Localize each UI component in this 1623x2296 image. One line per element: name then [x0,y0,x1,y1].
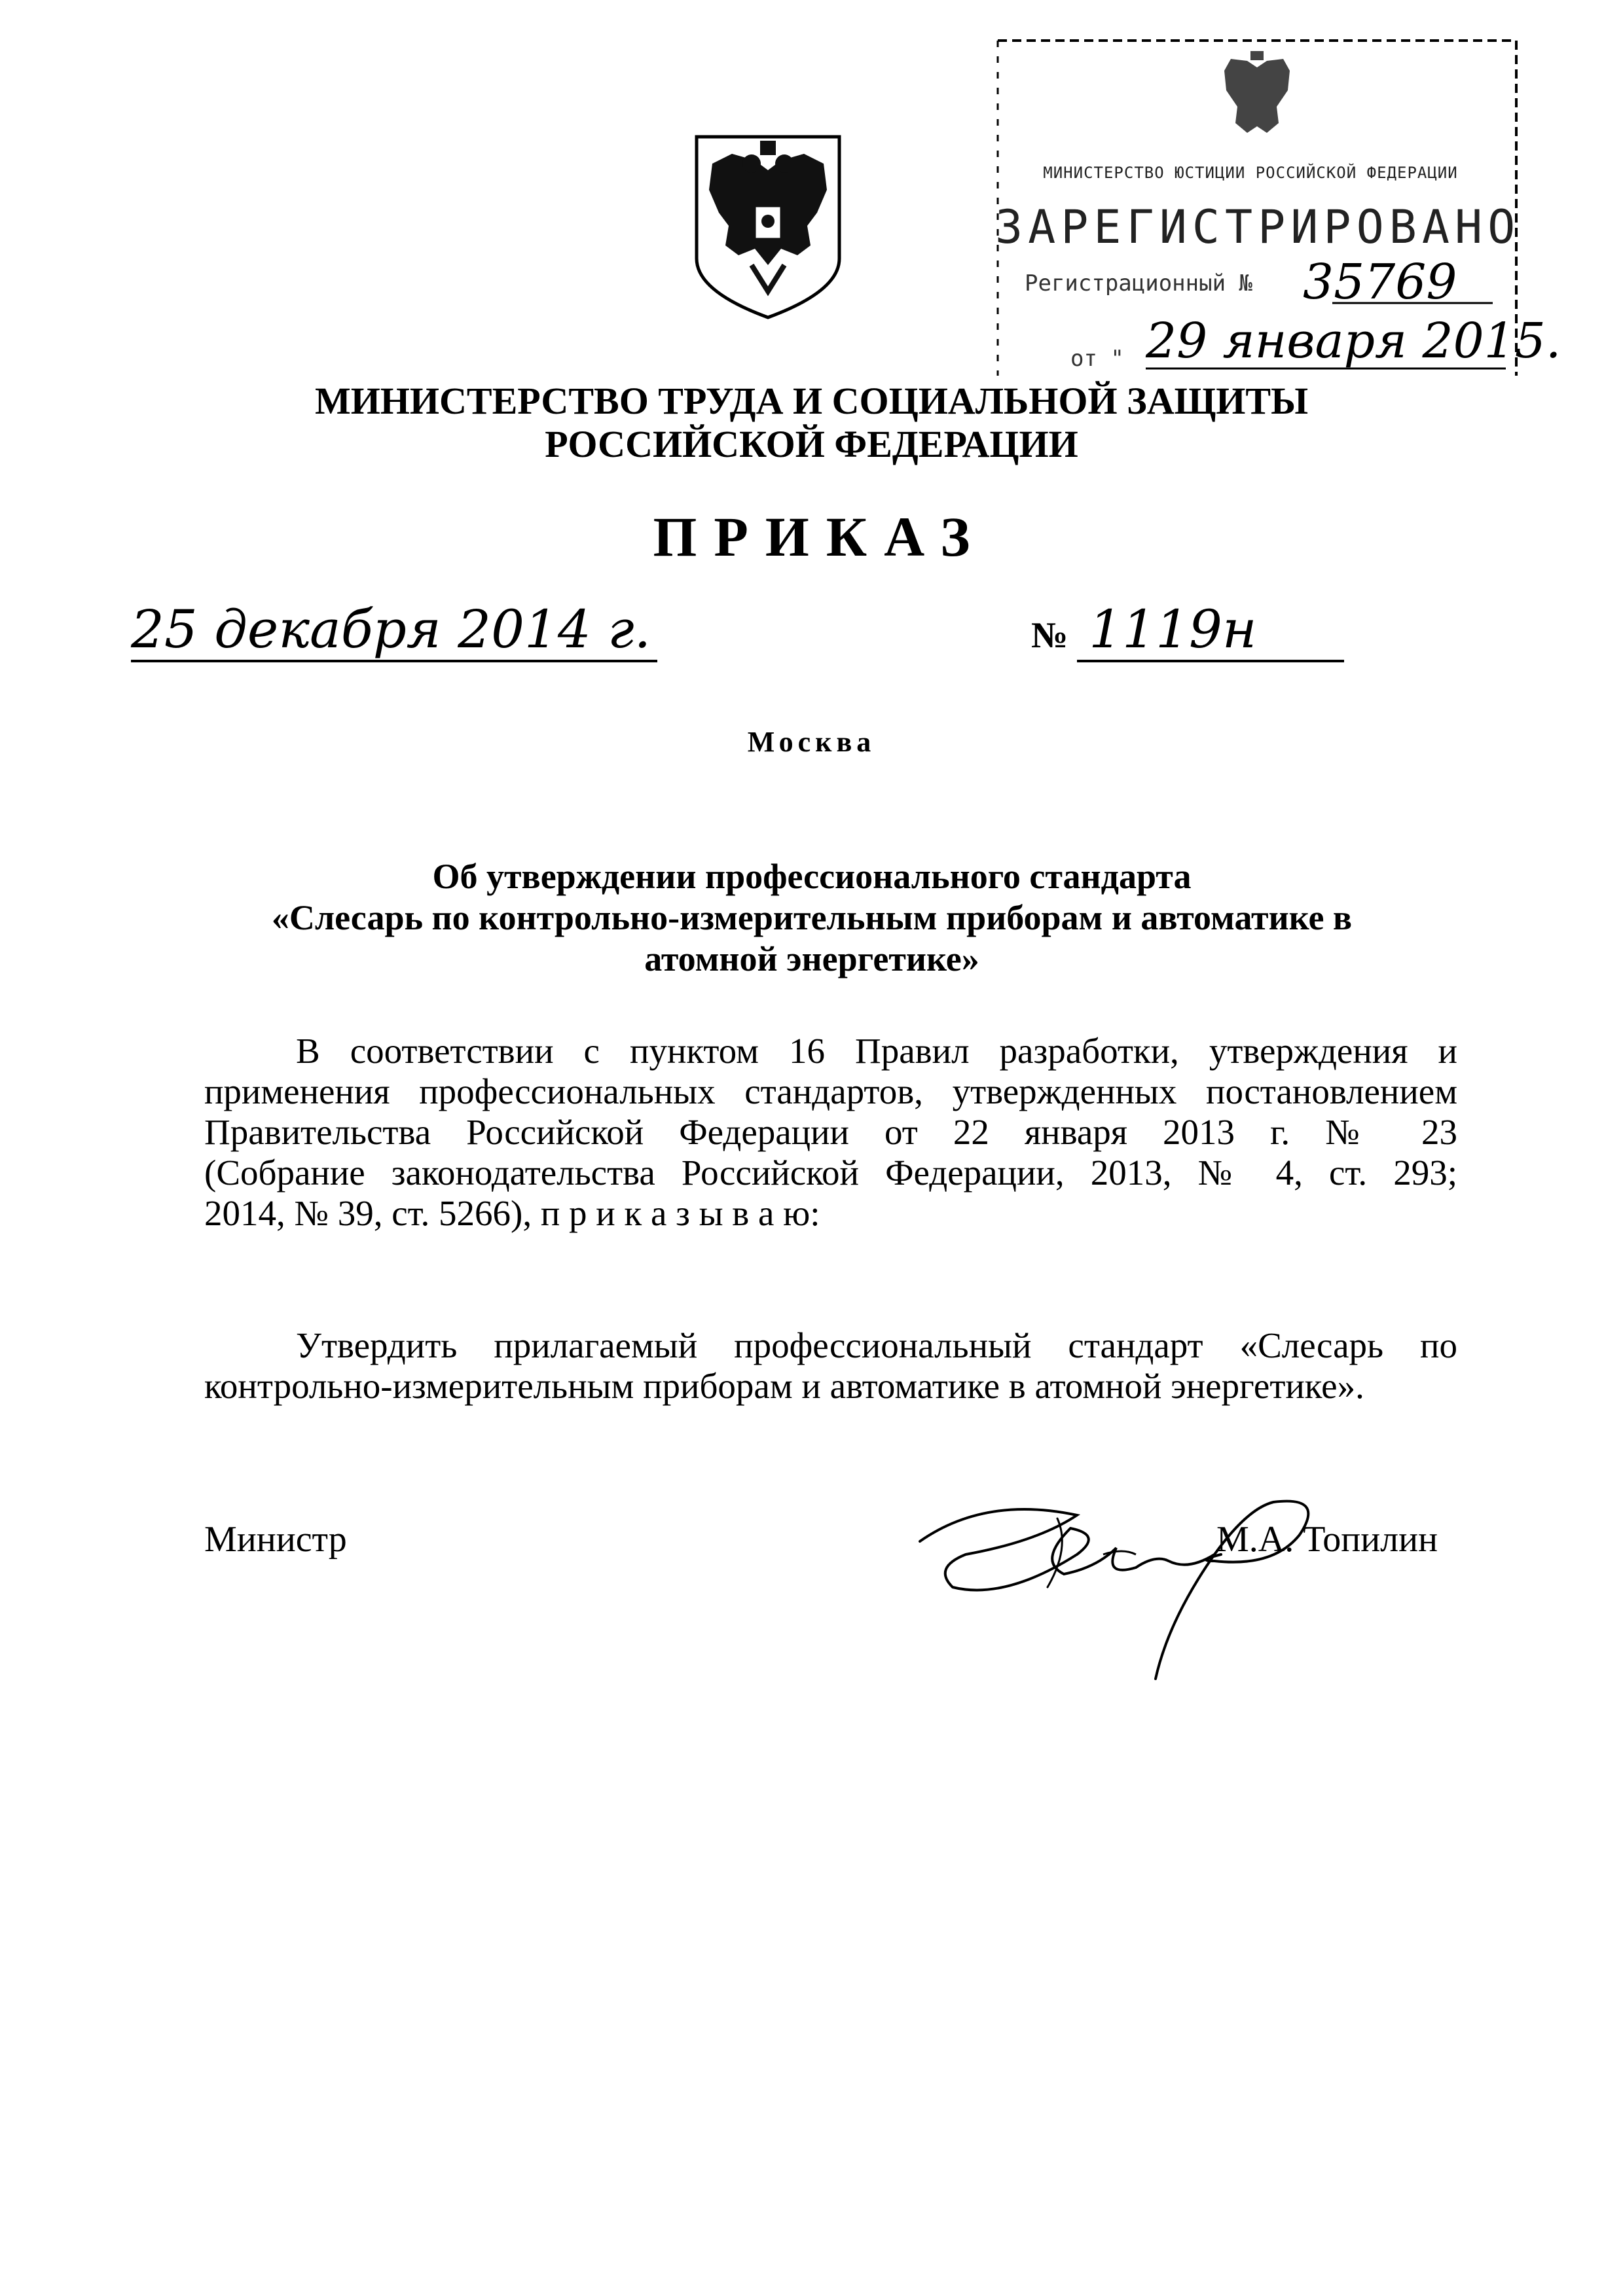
stamp-registration-date: 29 января 2015. [1146,313,1561,369]
document-title [190,856,1434,980]
title-line: Об утверждении профессионального стандарта [432,857,1192,896]
title-line: «Слесарь по контрольно-измерительным приборам и автоматике в [271,898,1353,937]
title-line: атомной энергетике» [644,939,979,978]
paragraph-line: Правительства Российской Федерации от 22 января 2013 г. № 23 [204,1112,1457,1152]
paragraph-line: контрольно-измерительным приборам и автоматике в атомной энергетике». [204,1366,1364,1406]
city: Москва [747,726,876,758]
stamp-number-label: Регистрационный № [1025,270,1252,296]
order-number: 1119н [1077,599,1344,662]
stamp-status: ЗАРЕГИСТРИРОВАНО [995,200,1521,254]
ministry-name-line: РОССИЙСКОЙ ФЕДЕРАЦИИ [545,423,1078,465]
paragraph-line: применения профессиональных стандартов, утвержденных постановлением [204,1071,1457,1111]
order-number-prefix: № [1031,615,1068,656]
paragraph-line: (Собрание законодательства Российской Федерации, 2013, № 4, ст. 293; [204,1153,1457,1193]
order-date: 25 декабря 2014 г. [131,599,657,662]
ministry-name-line: МИНИСТЕРСТВО ТРУДА И СОЦИАЛЬНОЙ ЗАЩИТЫ [314,380,1309,422]
body-paragraph [204,1031,1457,1234]
document-type-heading: ПРИКАЗ [653,505,987,568]
stamp-registration-number: 35769 [1303,254,1457,310]
stamp-date-label: от " [1070,346,1124,372]
paragraph-line: Утвердить прилагаемый профессиональный стандарт «Слесарь по [296,1325,1457,1365]
paragraph-line: 2014, № 39, ст. 5266), п р и к а з ы в а ю: [204,1193,820,1233]
signer-name: М.А. Топилин [1216,1519,1438,1560]
order-number-field [1031,599,1344,662]
registration-stamp [995,38,1561,378]
signer-position: Министр [204,1519,347,1560]
coat-of-arms-icon [693,134,843,321]
body-paragraph [204,1325,1457,1407]
paragraph-line: В соответствии с пунктом 16 Правил разработки, утверждения и [296,1031,1457,1071]
stamp-organization: МИНИСТЕРСТВО ЮСТИЦИИ РОССИЙСКОЙ ФЕДЕРАЦИИ [1043,164,1458,182]
ministry-name [0,380,1623,466]
handwritten-signature-icon [907,1456,1365,1685]
